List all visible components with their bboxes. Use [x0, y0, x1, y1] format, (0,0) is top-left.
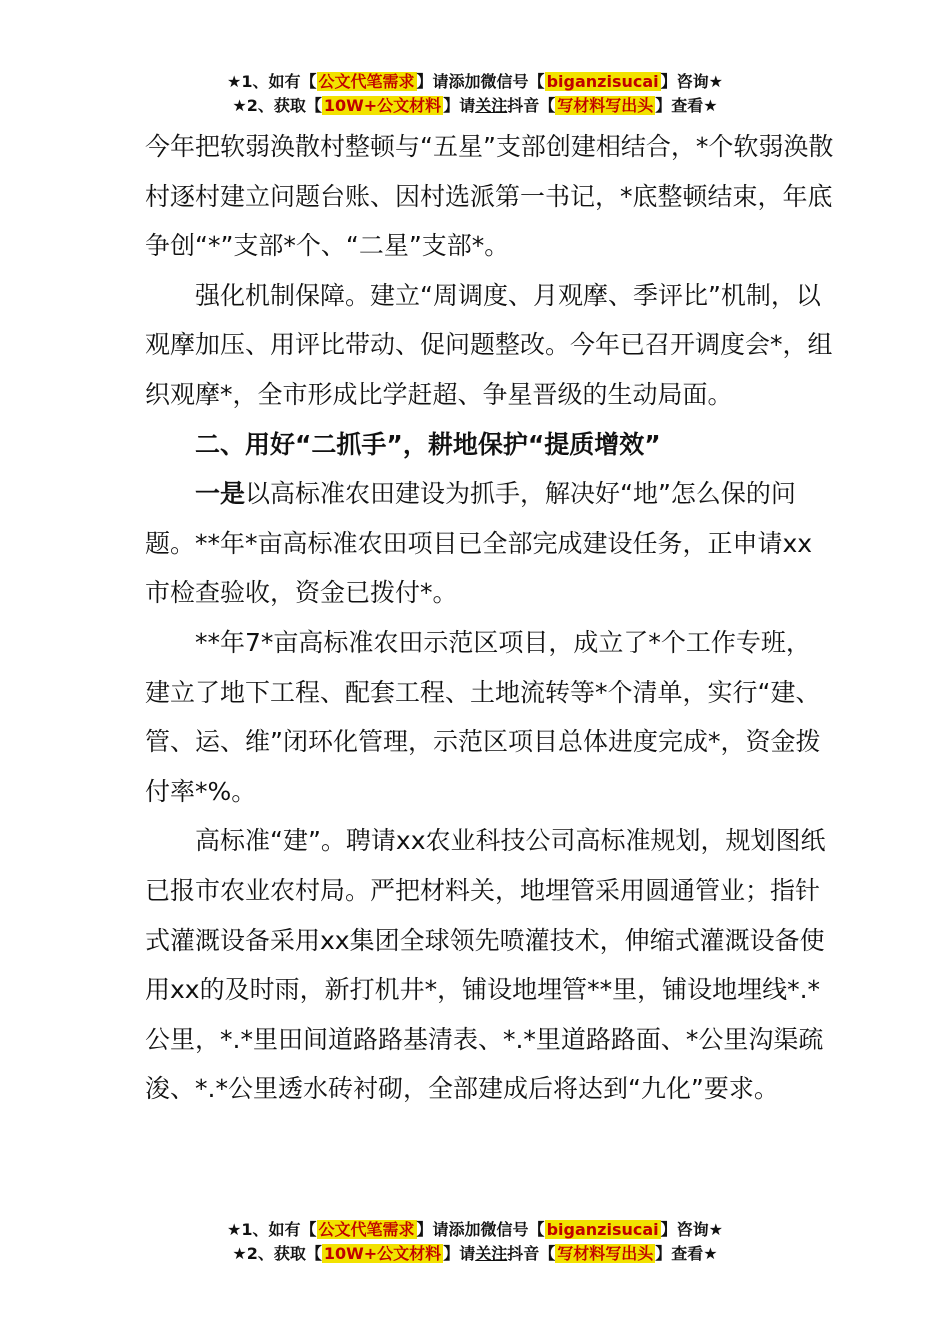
banner-text: 】请	[443, 1244, 476, 1263]
paragraph: 今年把软弱涣散村整顿与“五星”支部创建相结合，*个软弱涣散村逐村建立问题台账、因村选派第一书记，*底整顿结束，年底争创“*”支部*个、“二星”支部*。	[145, 132, 834, 261]
banner-highlight: 公文代笔需求	[318, 1220, 415, 1239]
banner-text: 】请	[416, 72, 449, 91]
paragraph: **年7*亩高标准农田示范区项目，成立了*个工作专班，建立了地下工程、配套工程、土地流转等*个清单，实行“建、管、运、维”闭环化管理，示范区项目总体进度完成*，资金拨付率*%。	[145, 627, 821, 806]
paragraph: 高标准“建”。聘请xx农业科技公司高标准规划，规划图纸已报市农业农村局。严把材料关，地埋管采用圆通管业；指针式灌溉设备采用xx集团全球领先喷灌技术，伸缩式灌溉设备使用xx的及时雨，新打机井*，铺设地埋管**里，铺设地埋线*.*公里，*.*里田间道路路基清表、*.*里道路路面、*公里沟渠疏浚、*.*公里透水砖衬砌，全部建成后将达到“九化”要求。	[145, 826, 826, 1104]
banner-text: ★2、获取【	[232, 96, 322, 115]
section-heading: 二、用好“二抓手”，耕地保护“提质增效”	[195, 429, 661, 459]
banner-text: 微信号【	[480, 1220, 545, 1239]
banner-text: 添加	[448, 1220, 481, 1239]
paragraph	[145, 469, 835, 618]
banner-text: 】咨询★	[660, 1220, 723, 1239]
banner-highlight: 写材料写出头	[557, 96, 654, 115]
banner-text: 添加	[448, 72, 481, 91]
paragraph: 强化机制保障。建立“周调度、月观摩、季评比”机制，以观摩加压、用评比带动、促问题整改。今年已召开调度会*，组织观摩*，全市形成比学赶超、争星晋级的生动局面。	[145, 280, 833, 409]
banner-highlight: 公文代笔需求	[318, 72, 415, 91]
banner-text: 】查看★	[655, 1244, 718, 1263]
banner-text: 抖音【	[507, 96, 556, 115]
header-banner	[0, 70, 950, 118]
banner-text: ★2、获取【	[232, 1244, 322, 1263]
banner-text: 】查看★	[655, 96, 718, 115]
banner-text: 】请	[416, 1220, 449, 1239]
banner-text: 关注	[475, 1244, 508, 1263]
footer-banner	[0, 1218, 950, 1266]
banner-text: 关注	[475, 96, 508, 115]
banner-line-1	[0, 1218, 950, 1242]
document-body	[145, 122, 835, 1114]
banner-line-1	[0, 70, 950, 94]
banner-text: 抖音【	[507, 1244, 556, 1263]
paragraph-text: 以高标准农田建设为抓手，解决好“地”怎么保的问题。**年*亩高标准农田项目已全部完成建设任务，正申请xx市检查验收，资金已拨付*。	[145, 479, 813, 608]
banner-text: ★1、如有【	[227, 1220, 317, 1239]
banner-text: 】咨询★	[660, 72, 723, 91]
banner-highlight: biganzisucai	[546, 1220, 659, 1239]
banner-highlight: 10W+公文材料	[323, 1244, 442, 1263]
banner-highlight: 10W+公文材料	[323, 96, 442, 115]
banner-line-2	[0, 1242, 950, 1266]
banner-highlight: 写材料写出头	[557, 1244, 654, 1263]
paragraph-lead: 一是	[195, 479, 246, 509]
banner-text: 】请	[443, 96, 476, 115]
banner-text: 微信号【	[480, 72, 545, 91]
banner-highlight: biganzisucai	[546, 72, 659, 91]
banner-text: ★1、如有【	[227, 72, 317, 91]
banner-line-2	[0, 94, 950, 118]
